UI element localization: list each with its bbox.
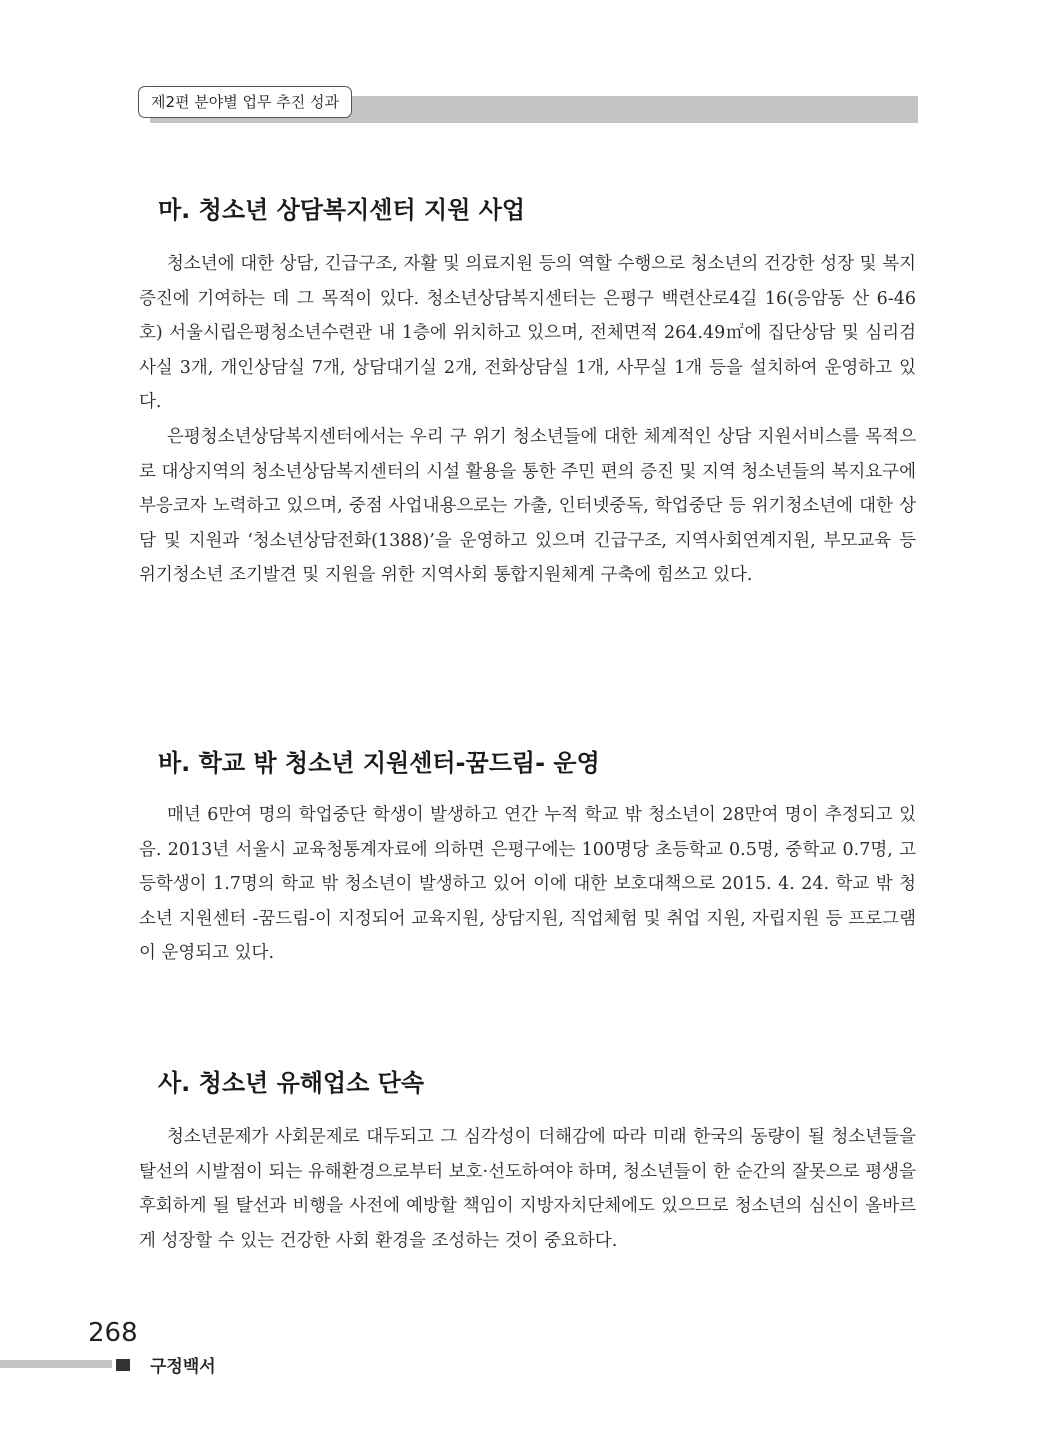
paragraph: 은평청소년상담복지센터에서는 우리 구 위기 청소년들에 대한 체계적인 상담 지원서비스를 목적으로 대상지역의 청소년상담복지센터의 시설 활용을 통한 주민 편의 증진 및 지역 청소년들의 복지요구에 부응코자 노력하고 있으며, 중점 사업내용으로는 가출, 인터넷중독, 학업중단 등 위기청소년에 대한 상담 및 지원과 ‘청소년상담전화(1388)’을 운영하고 있으며 긴급구조, 지역사회연계지원, 부모교육 등 위기청소년 조기발견 및 지원을 위한 지역사회 통합지원체계 구축에 힘쓰고 있다. [139, 426, 916, 586]
section-body-ma [139, 247, 916, 593]
page-number: 268 [88, 1318, 138, 1348]
paragraph: 청소년문제가 사회문제로 대두되고 그 심각성이 더해감에 따라 미래 한국의 동량이 될 청소년들을 탈선의 시발점이 되는 유해환경으로부터 보호·선도하여야 하며, 청소년들이 한 순간의 잘못으로 평생을 후회하게 될 탈선과 비행을 사전에 예방할 책임이 지방자치단체에도 있으므로 청소년의 심신이 올바르게 성장할 수 있는 건강한 사회 환경을 조성하는 것이 중요하다. [139, 1127, 916, 1251]
chapter-label: 제2편 분야별 업무 추진 성과 [138, 86, 352, 118]
publication-label: 구정백서 [150, 1357, 216, 1377]
section-title-ma: 마. 청소년 상담복지센터 지원 사업 [158, 196, 526, 224]
footer-bar [0, 1360, 112, 1368]
section-body-sa [139, 1120, 916, 1258]
paragraph: 청소년에 대한 상담, 긴급구조, 자활 및 의료지원 등의 역할 수행으로 청소년의 건강한 성장 및 복지 증진에 기여하는 데 그 목적이 있다. 청소년상담복지센터는 은평구 백련산로4길 16(응암동 산 6-46호) 서울시립은평청소년수련관 내 1층에 위치하고 있으며, 전체면적 264.49㎡에 집단상담 및 심리검사실 3개, 개인상담실 7개, 상담대기실 2개, 전화상담실 1개, 사무실 1개 등을 설치하여 운영하고 있다. [139, 254, 916, 413]
section-body-ba [139, 798, 916, 971]
section-title-sa: 사. 청소년 유해업소 단속 [158, 1069, 425, 1097]
paragraph: 매년 6만여 명의 학업중단 학생이 발생하고 연간 누적 학교 밖 청소년이 28만여 명이 추정되고 있음. 2013년 서울시 교육청통계자료에 의하면 은평구에는 100명당 초등학교 0.5명, 중학교 0.7명, 고등학생이 1.7명의 학교 밖 청소년이 발생하고 있어 이에 대한 보호대책으로 2015. 4. 24. 학교 밖 청소년 지원센터 -꿈드림-이 지정되어 교육지원, 상담지원, 직업체험 및 취업 지원, 자립지원 등 프로그램이 운영되고 있다. [139, 805, 916, 964]
section-title-ba: 바. 학교 밖 청소년 지원센터-꿈드림- 운영 [158, 749, 600, 777]
footer-square [116, 1359, 130, 1371]
